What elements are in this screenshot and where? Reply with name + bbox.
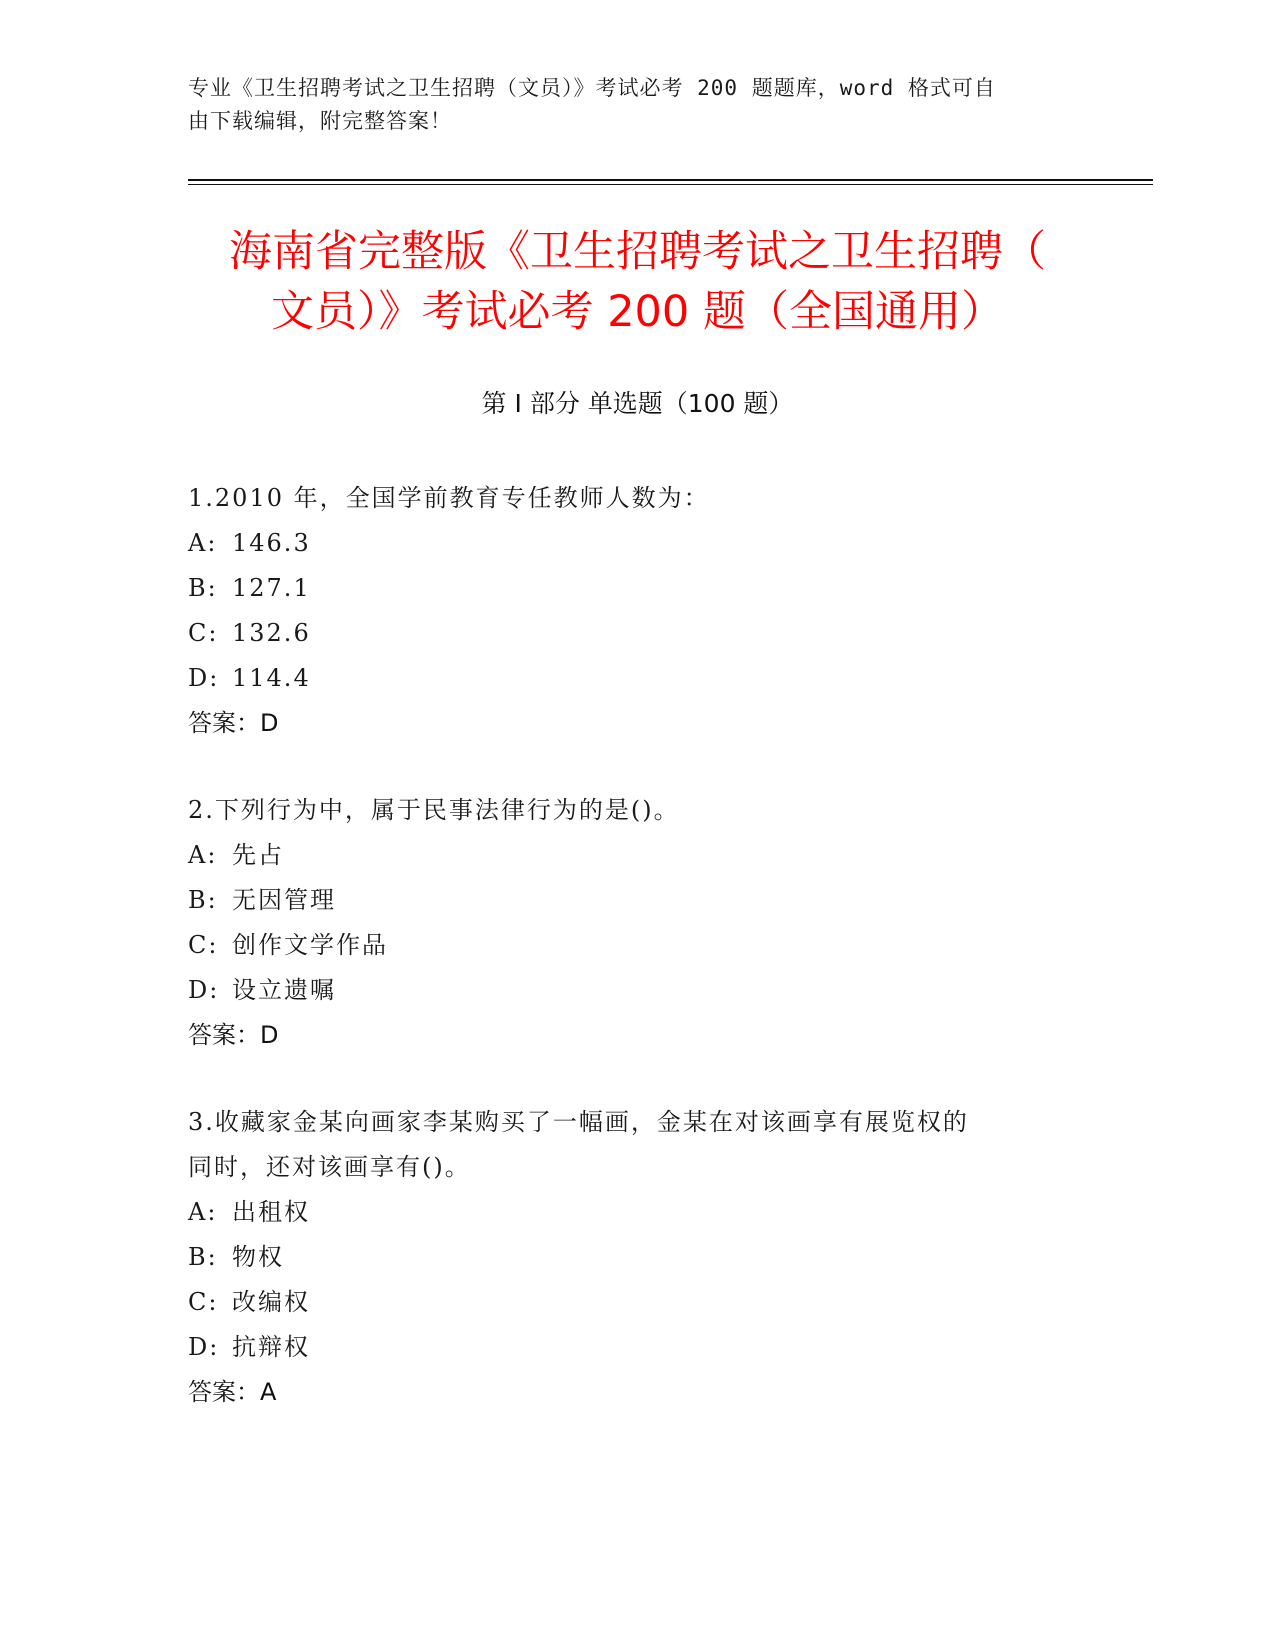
option-label: B: xyxy=(188,886,218,914)
option-label: A: xyxy=(188,1198,218,1226)
answer-line: 答案：D xyxy=(188,1021,279,1049)
option-label: C: xyxy=(188,619,219,647)
header-divider-thin xyxy=(188,184,1153,185)
question-1 xyxy=(188,476,1068,746)
question-3 xyxy=(188,1100,1068,1415)
option-label: C: xyxy=(188,1288,219,1316)
question-stem-continued: 同时，还对该画享有()。 xyxy=(188,1153,471,1181)
option-label: B: xyxy=(188,1243,218,1271)
option-label: D: xyxy=(188,976,220,1004)
option-text: 抗辩权 xyxy=(232,1333,310,1361)
answer-line: 答案：D xyxy=(188,709,279,737)
option-text: 114.4 xyxy=(232,664,311,692)
document-title-line-2: 文员）》考试必考 200 题（全国通用） xyxy=(271,287,1004,337)
option-text: 创作文学作品 xyxy=(232,931,388,959)
question-stem: 3.收藏家金某向画家李某购买了一幅画，金某在对该画享有展览权的 xyxy=(188,1108,969,1136)
option-text: 无因管理 xyxy=(232,886,336,914)
option-label: D: xyxy=(188,1333,220,1361)
intro-line-2: 由下载编辑，附完整答案！ xyxy=(188,109,452,133)
option-a xyxy=(188,521,1068,566)
option-text: 132.6 xyxy=(232,619,311,647)
option-text: 设立遗嘱 xyxy=(232,976,336,1004)
option-c xyxy=(188,923,1068,968)
option-c xyxy=(188,1280,1068,1325)
section-heading: 第 I 部分 单选题（100 题） xyxy=(481,389,794,418)
option-a xyxy=(188,833,1068,878)
option-label: C: xyxy=(188,931,219,959)
option-label: D: xyxy=(188,664,220,692)
question-stem: 2.下列行为中，属于民事法律行为的是()。 xyxy=(188,796,680,824)
document-title-line-1: 海南省完整版《卫生招聘考试之卫生招聘（ xyxy=(229,227,1046,277)
option-text: 物权 xyxy=(232,1243,284,1271)
intro-line-1: 专业《卫生招聘考试之卫生招聘（文员）》考试必考 200 题题库，word 格式可自 xyxy=(188,76,996,100)
option-a xyxy=(188,1190,1068,1235)
header-divider-thick xyxy=(188,179,1153,181)
intro-text xyxy=(188,72,1068,138)
option-label: A: xyxy=(188,529,218,557)
option-text: 146.3 xyxy=(232,529,311,557)
document-title xyxy=(150,222,1125,342)
answer-line: 答案：A xyxy=(188,1378,277,1406)
option-d xyxy=(188,1325,1068,1370)
question-list xyxy=(188,476,1068,1457)
option-text: 出租权 xyxy=(232,1198,310,1226)
option-b xyxy=(188,566,1068,611)
option-c xyxy=(188,611,1068,656)
option-text: 127.1 xyxy=(232,574,311,602)
option-d xyxy=(188,656,1068,701)
option-d xyxy=(188,968,1068,1013)
option-label: B: xyxy=(188,574,218,602)
option-b xyxy=(188,878,1068,923)
option-text: 先占 xyxy=(232,841,284,869)
option-label: A: xyxy=(188,841,218,869)
option-b xyxy=(188,1235,1068,1280)
question-stem: 1.2010 年，全国学前教育专任教师人数为： xyxy=(188,484,710,512)
option-text: 改编权 xyxy=(232,1288,310,1316)
question-2 xyxy=(188,788,1068,1058)
